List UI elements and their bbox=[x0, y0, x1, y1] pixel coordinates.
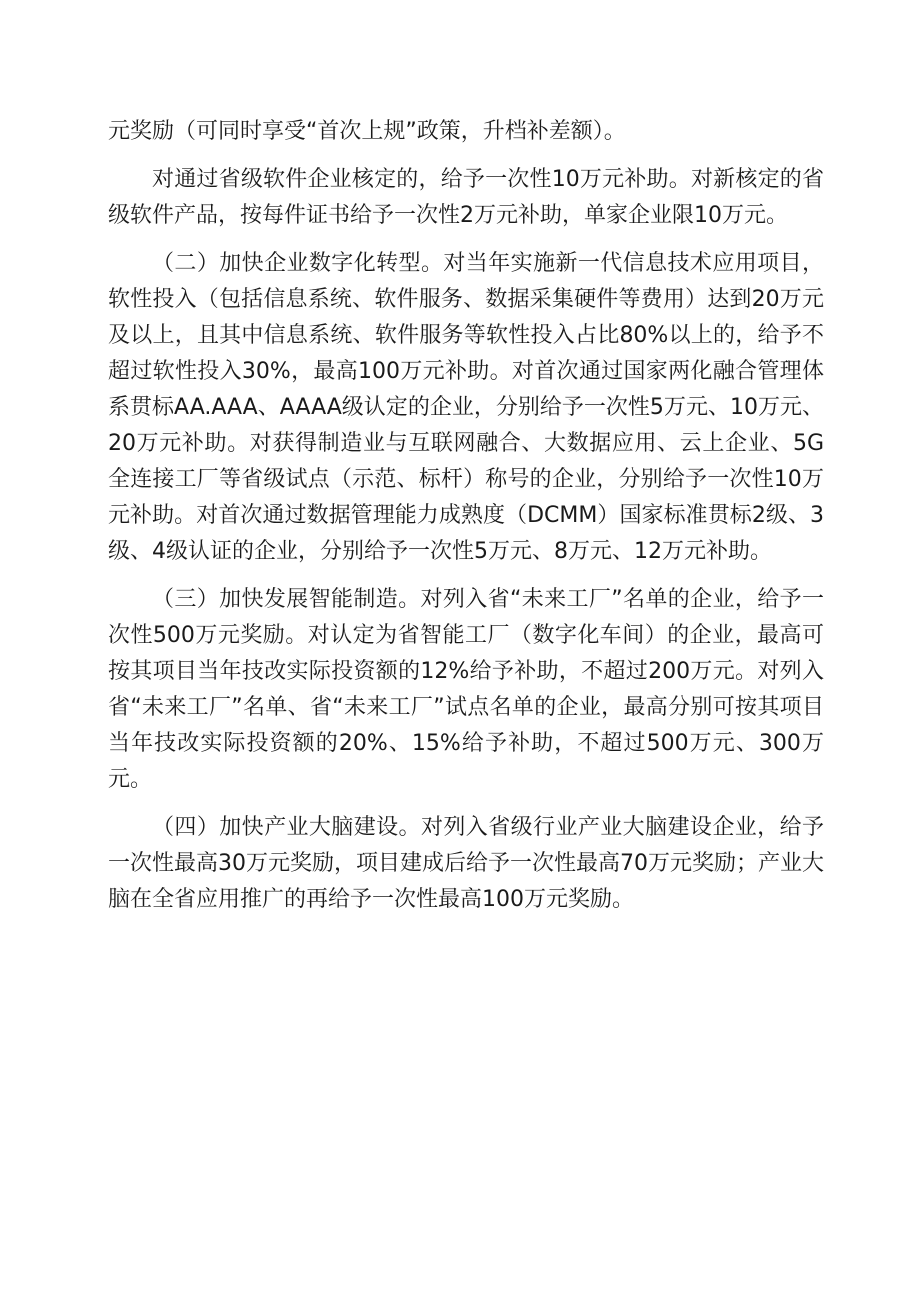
paragraph-digital-transformation: （二）加快企业数字化转型。对当年实施新一代信息技术应用项目，软性投入（包括信息系统、软件服务、数据采集硬件等费用）达到20万元及以上，且其中信息系统、软件服务等软性投入占比80%以上的，给予不超过软性投入30%，最高100万元补助。对首次通过国家两化融合管理体系贯标AA.AAA、AAAA级认定的企业，分别给予一次性5万元、10万元、20万元补助。对获得制造业与互联网融合、大数据应用、云上企业、5G全连接工厂等省级试点（示范、标杆）称号的企业，分别给予一次性10万元补助。对首次通过数据管理能力成熟度（DCMM）国家标准贯标2级、3级、4级认证的企业，分别给予一次性5万元、8万元、12万元补助。 bbox=[108, 251, 824, 564]
paragraph-industry-brain: （四）加快产业大脑建设。对列入省级行业产业大脑建设企业，给予一次性最高30万元奖励，项目建成后给予一次性最高70万元奖励；产业大脑在全省应用推广的再给予一次性最高100万元奖励。 bbox=[108, 815, 824, 912]
paragraph-continuation: 元奖励（可同时享受“首次上规”政策，升档补差额）。 bbox=[108, 119, 626, 144]
paragraph-software-enterprise: 对通过省级软件企业核定的，给予一次性10万元补助。对新核定的省级软件产品，按每件证书给予一次性2万元补助，单家企业限10万元。 bbox=[108, 167, 824, 228]
document-body bbox=[108, 114, 824, 930]
paragraph-smart-manufacturing: （三）加快发展智能制造。对列入省“未来工厂”名单的企业，给予一次性500万元奖励。对认定为省智能工厂（数字化车间）的企业，最高可按其项目当年技改实际投资额的12%给予补助，不超过200万元。对列入省“未来工厂”名单、省“未来工厂”试点名单的企业，最高分别可按其项目当年技改实际投资额的20%、15%给予补助，不超过500万元、300万元。 bbox=[108, 587, 824, 792]
